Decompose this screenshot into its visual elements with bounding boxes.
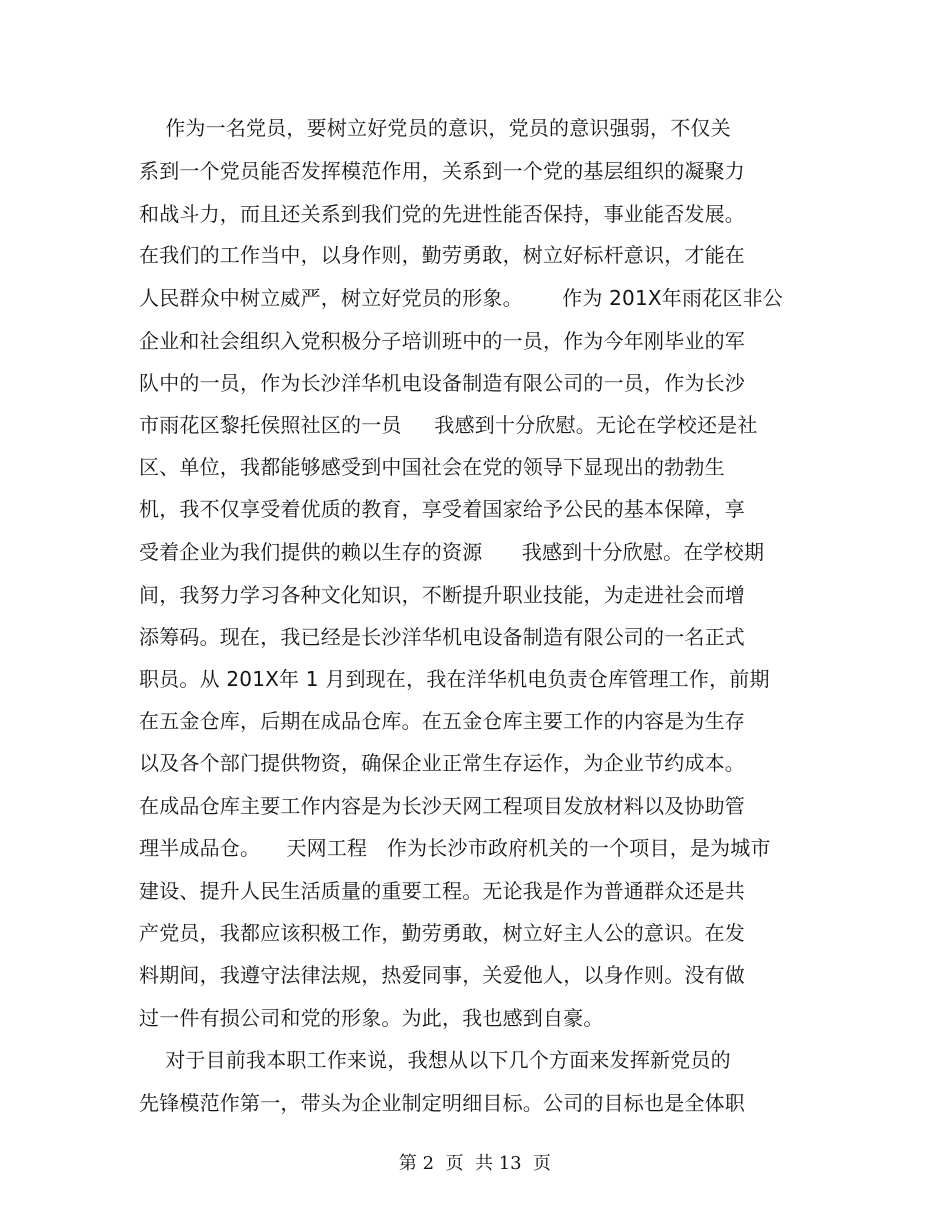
paragraph-line: 对于目前我本职工作来说，我想从以下几个方面来发挥新党员的	[139, 1048, 731, 1072]
paragraph-line: 建设、提升人民生活质量的重要工程。无论我是作为普通群众还是共	[139, 879, 745, 903]
paragraph-line: 市雨花区黎托侯照社区的一员 我感到十分欣慰。无论在学校还是社	[139, 413, 758, 437]
paragraph-line: 作为一名党员，要树立好党员的意识，党员的意识强弱，不仅关	[139, 116, 731, 140]
paragraph-line: 间，我努力学习各种文化知识，不断提升职业技能，为走进社会而增	[139, 583, 745, 607]
paragraph-line: 队中的一员，作为长沙洋华机电设备制造有限公司的一员，作为长沙	[139, 371, 745, 395]
paragraph-line: 在五金仓库，后期在成品仓库。在五金仓库主要工作的内容是为生存	[139, 709, 745, 733]
paragraph-line: 在成品仓库主要工作内容是为长沙天网工程项目发放材料以及协助管	[139, 794, 745, 818]
paragraph-line: 过一件有损公司和党的形象。为此，我也感到自豪。	[139, 1006, 604, 1030]
paragraph-line: 机，我不仅享受着优质的教育，享受着国家给予公民的基本保障，享	[139, 497, 745, 521]
paragraph-line: 先锋模范作第一，带头为企业制定明细目标。公司的目标也是全体职	[139, 1091, 745, 1115]
paragraph-line: 受着企业为我们提供的赖以生存的资源 我感到十分欣慰。在学校期	[139, 540, 765, 564]
paragraph-line: 理半成品仓。 天网工程 作为长沙市政府机关的一个项目，是为城市	[139, 836, 771, 860]
paragraph-line: 区、单位，我都能够感受到中国社会在党的领导下显现出的勃勃生	[139, 455, 725, 479]
paragraph-line: 企业和社会组织入党积极分子培训班中的一员，作为今年刚毕业的军	[139, 329, 745, 353]
paragraph-line: 在我们的工作当中，以身作则，勤劳勇敢，树立好标杆意识，才能在	[139, 243, 745, 267]
paragraph-line: 人民群众中树立威严，树立好党员的形象。 作为 201X年雨花区非公	[139, 286, 783, 310]
paragraph-line: 职员。从 201X年 1 月到现在，我在洋华机电负责仓库管理工作，前期	[139, 667, 770, 691]
paragraph-line: 添筹码。现在，我已经是长沙洋华机电设备制造有限公司的一名正式	[139, 625, 745, 649]
paragraph-line: 和战斗力，而且还关系到我们党的先进性能否保持，事业能否发展。	[139, 202, 745, 226]
page-number-footer: 第 2 页 共 13 页	[398, 1153, 552, 1174]
paragraph-line: 产党员，我都应该积极工作，勤劳勇敢，树立好主人公的意识。在发	[139, 921, 745, 945]
paragraph-line: 以及各个部门提供物资，确保企业正常生存运作，为企业节约成本。	[139, 751, 745, 775]
paragraph-line: 系到一个党员能否发挥模范作用，关系到一个党的基层组织的凝聚力	[139, 159, 745, 183]
paragraph-line: 料期间，我遵守法律法规，热爱同事，关爱他人，以身作则。没有做	[139, 963, 745, 987]
